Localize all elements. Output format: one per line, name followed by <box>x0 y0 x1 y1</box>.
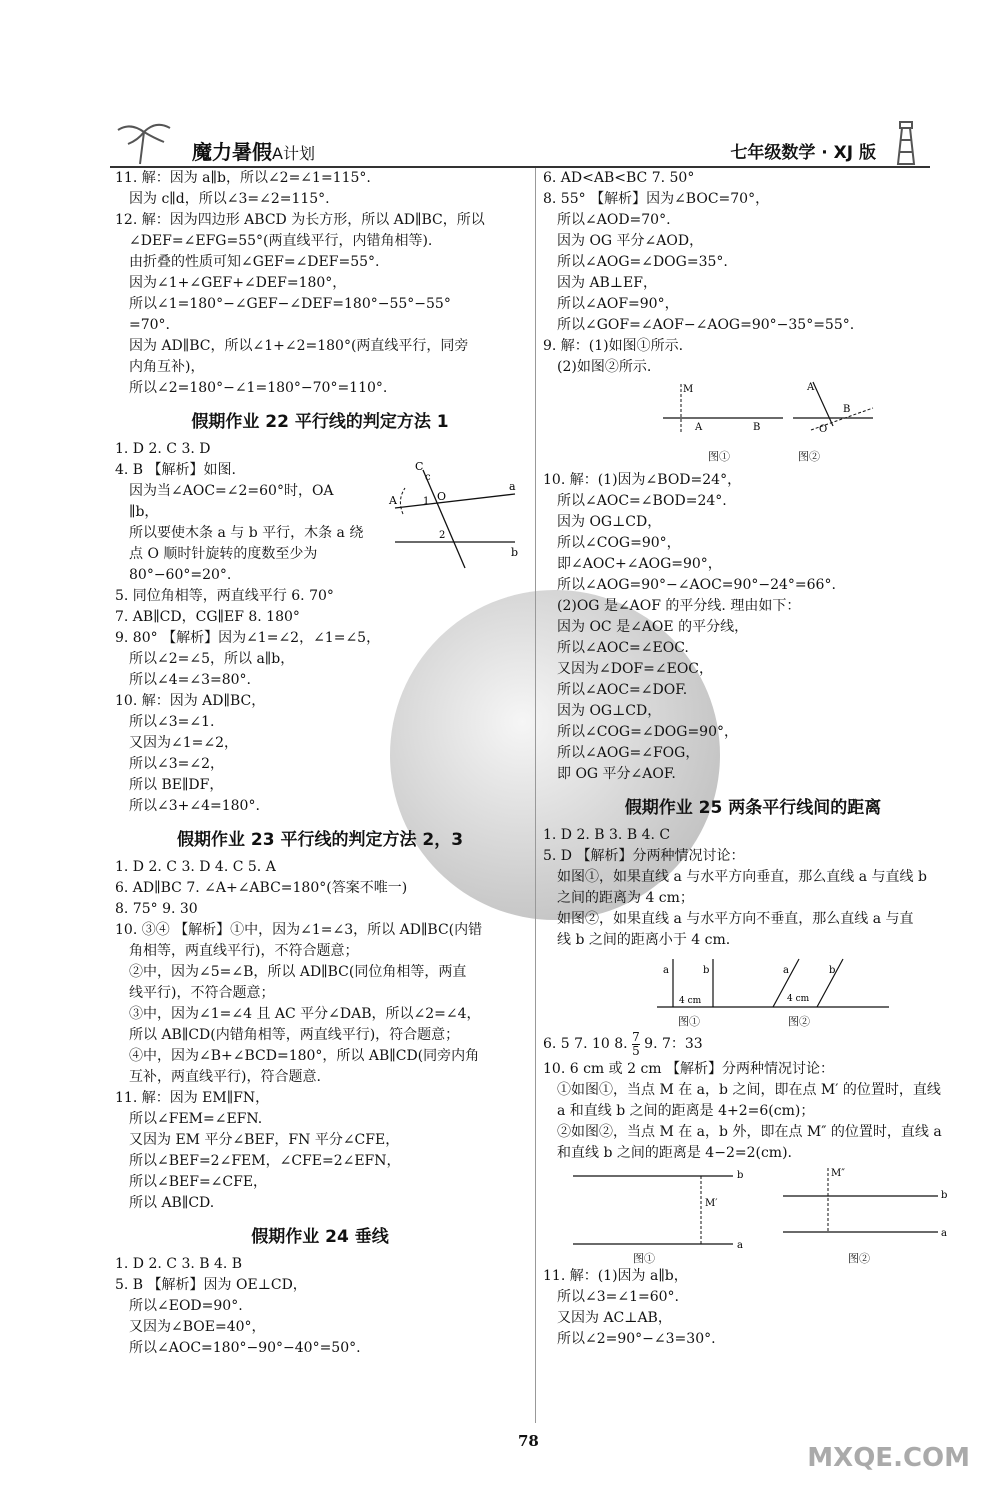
answer-line: ∥b， <box>129 504 159 520</box>
answer-line: 所以∠COG=∠DOG=90°， <box>557 724 738 740</box>
answer-line: (2)OG 是∠AOF 的平分线. 理由如下： <box>557 598 801 614</box>
answer-line: 6. AD∥BC 7. ∠A+∠ABC=180°(答案不唯一) <box>115 880 408 896</box>
answer-line: (2)如图②所示. <box>557 359 652 375</box>
fraction: $\frac{7}{5}$ <box>632 1029 640 1058</box>
answer-line: 如图②，如果直线 a 与水平方向不垂直，那么直线 a 与直 <box>557 911 914 927</box>
answer-line: 1. D 2. B 3. B 4. C <box>543 827 671 843</box>
answer-line: 之间的距离为 4 cm； <box>557 890 694 906</box>
answer-line: 所以∠AOC=∠BOD=24°. <box>557 493 727 509</box>
svg-text:b: b <box>511 546 519 559</box>
answer-line: 所以∠AOG=∠DOG=35°. <box>557 254 728 270</box>
answer-line: 11. 解：因为 EM∥FN， <box>115 1090 270 1106</box>
section-title-25: 假期作业 25 两条平行线间的距离 <box>624 798 882 818</box>
answer-line: 所以 BE∥DF， <box>129 777 224 793</box>
answer-line: 所以 AB∥CD. <box>129 1195 215 1211</box>
svg-text:b: b <box>703 965 710 976</box>
answer-line: 9. 解：(1)如图①所示. <box>543 338 684 354</box>
answer-line: 7. AB∥CD，CG∥EF 8. 180° <box>115 609 300 625</box>
answer-line: 9. 80° 【解析】因为∠1=∠2，∠1=∠5， <box>115 630 381 646</box>
answer-line: 11. 解：因为 a∥b，所以∠2=∠1=115°. <box>115 170 371 186</box>
rotation-figure <box>385 460 525 570</box>
svg-text:c: c <box>425 472 431 483</box>
answer-line: 5. 同位角相等，两直线平行 6. 70° <box>115 588 334 604</box>
svg-text:A: A <box>807 382 815 393</box>
section-title-24: 假期作业 24 垂线 <box>251 1227 389 1247</box>
svg-text:M″: M″ <box>831 1168 845 1179</box>
answer-line: 80°−60°=20°. <box>129 567 232 583</box>
answer-line: a 和直线 b 之间的距离是 4+2=6(cm)； <box>557 1103 815 1119</box>
page-number: 78 <box>518 1432 539 1450</box>
figure-caption: 图② <box>848 1252 870 1265</box>
answer-line: 因为 AD∥BC，所以∠1+∠2=180°(两直线平行，同旁 <box>129 338 469 354</box>
svg-text:a: a <box>663 965 669 976</box>
svg-text:2: 2 <box>439 530 446 541</box>
answer-line: 11. 解：(1)因为 a∥b， <box>543 1268 688 1284</box>
answer-line: 所以∠AOD=70°. <box>557 212 671 228</box>
answer-line: 所以∠EOD=90°. <box>129 1298 243 1314</box>
answer-line: 6. 5 7. 10 8. $\frac{7}{5}$ 9. 7：33 <box>543 1029 703 1058</box>
grade-label: 七年级数学 · XJ 版 <box>730 143 876 163</box>
svg-text:M′: M′ <box>705 1198 718 1209</box>
answer-line: 因为 OC 是∠AOE 的平分线， <box>557 619 749 635</box>
answer-line: 和直线 b 之间的距离是 4−2=2(cm). <box>557 1145 792 1161</box>
answer-line: ②如图②，当点 M 在 a，b 外，即在点 M″ 的位置时，直线 a <box>557 1124 942 1140</box>
answer-line: 4. B 【解析】如图. <box>115 462 236 478</box>
answer-line: 5. D 【解析】分两种情况讨论： <box>543 848 745 864</box>
answer-line: 因为 OG⊥CD， <box>557 514 662 530</box>
svg-text:b: b <box>829 965 836 976</box>
svg-text:a: a <box>941 1228 947 1239</box>
answer-line: 所以∠GOF=∠AOF−∠AOG=90°−35°=55°. <box>557 317 855 333</box>
answer-line: 角相等，两直线平行)，不符合题意； <box>129 943 359 959</box>
svg-text:4 cm: 4 cm <box>787 994 810 1004</box>
answer-line: 所以∠2=180°−∠1=180°−70°=110°. <box>129 380 388 396</box>
parallel-distance-figures <box>543 1164 953 1266</box>
answer-line: 又因为 EM 平分∠BEF，FN 平分∠CFE， <box>129 1132 400 1148</box>
answer-line: 所以∠3=∠1. <box>129 714 215 730</box>
figure-perpendicular <box>543 378 963 470</box>
right-column <box>543 168 963 1350</box>
answer-line: 线 b 之间的距离小于 4 cm. <box>557 932 731 948</box>
answer-line: 所以∠AOC=∠DOF. <box>557 682 688 698</box>
svg-text:4 cm: 4 cm <box>679 996 702 1006</box>
answer-line: 所以∠BEF=2∠FEM，∠CFE=2∠EFN， <box>129 1153 401 1169</box>
answer-line: 所以∠COG=90°， <box>557 535 681 551</box>
answer-line: 所以∠2=∠5，所以 a∥b， <box>129 651 295 667</box>
answer-line: 又因为 AC⊥AB， <box>557 1310 672 1326</box>
answer-line: 所以∠BEF=∠CFE， <box>129 1174 268 1190</box>
section-title-23: 假期作业 23 平行线的判定方法 2，3 <box>176 830 464 850</box>
answer-line: 互补，两直线平行)，符合题意. <box>129 1069 321 1085</box>
answer-line: 10. 解：(1)因为∠BOD=24°， <box>543 472 742 488</box>
answer-line: 10. 6 cm 或 2 cm 【解析】分两种情况讨论： <box>543 1061 835 1077</box>
answer-line: 因为 AB⊥EF， <box>557 275 657 291</box>
answer-line: 因为 OG⊥CD， <box>557 703 662 719</box>
svg-text:a: a <box>783 965 789 976</box>
answer-line: 所以∠4=∠3=80°. <box>129 672 252 688</box>
palm-tree-icon <box>110 118 180 166</box>
answer-line: 因为 OG 平分∠AOD， <box>557 233 704 249</box>
answer-line: 点 O 顺时针旋转的度数至少为 <box>129 546 318 562</box>
answer-line: 6. AD<AB<BC 7. 50° <box>543 170 695 186</box>
answer-line: 线平行)，不符合题意； <box>129 985 275 1001</box>
answer-line: 因为 c∥d，所以∠3=∠2=115°. <box>129 191 330 207</box>
figure-parallel-distance <box>543 1164 963 1266</box>
answer-line: 8. 55° 【解析】因为∠BOC=70°， <box>543 191 770 207</box>
answer-line: 所以∠FEM=∠EFN. <box>129 1111 263 1127</box>
figure-caption: 图① <box>633 1252 655 1265</box>
answer-line: 5. B 【解析】因为 OE⊥CD， <box>115 1277 307 1293</box>
answer-line: 即 OG 平分∠AOF. <box>557 766 676 782</box>
answer-line: 8. 75° 9. 30 <box>115 901 198 917</box>
svg-text:M: M <box>683 384 694 395</box>
answer-line: 所以∠3+∠4=180°. <box>129 798 260 814</box>
answer-line: 所以∠3=∠2， <box>129 756 225 772</box>
answer-line: 又因为∠BOE=40°， <box>129 1319 266 1335</box>
answer-line: ①如图①，当点 M 在 a，b 之间，即在点 M′ 的位置时，直线 <box>557 1082 941 1098</box>
svg-text:b: b <box>941 1190 948 1201</box>
answer-line: 所以要使木条 a 与 b 平行，木条 a 绕 <box>129 525 364 541</box>
answer-line: ④中，因为∠B+∠BCD=180°，所以 AB∥CD(同旁内角 <box>129 1048 480 1064</box>
answer-line: 1. D 2. C 3. B 4. B <box>115 1256 243 1272</box>
page-header <box>110 118 930 168</box>
answer-line: 1. D 2. C 3. D 4. C 5. A <box>115 859 276 875</box>
answer-line: ③中，因为∠1=∠4 且 AC 平分∠DAB，所以∠2=∠4， <box>129 1006 481 1022</box>
answer-line: 1. D 2. C 3. D <box>115 441 211 457</box>
answer-line: 所以∠AOF=90°， <box>557 296 679 312</box>
figure-caption: 图② <box>788 1015 810 1028</box>
figure-distance <box>543 951 963 1029</box>
answer-line: 因为∠1+∠GEF+∠DEF=180°， <box>129 275 347 291</box>
left-column <box>115 168 525 1359</box>
answer-line: 10. 解：因为 AD∥BC， <box>115 693 266 709</box>
answer-line: 所以 AB∥CD(内错角相等，两直线平行)，符合题意； <box>129 1027 460 1043</box>
figure-caption: 图① <box>708 450 730 463</box>
answer-line: 10. ③④ 【解析】①中，因为∠1=∠3，所以 AD∥BC(内错 <box>115 922 483 938</box>
section-title-22: 假期作业 22 平行线的判定方法 1 <box>191 412 449 432</box>
answer-line: 所以∠1=180°−∠GEF−∠DEF=180°−55°−55° <box>129 296 451 312</box>
figure-caption: 图② <box>798 450 820 463</box>
answer-line: 所以∠AOG=∠FOG， <box>557 745 700 761</box>
answer-line: 12. 解：因为四边形 ABCD 为长方形，所以 AD∥BC，所以 <box>115 212 485 228</box>
svg-text:O: O <box>437 490 447 503</box>
answer-line: 所以∠AOC=180°−90°−40°=50°. <box>129 1340 361 1356</box>
svg-text:A: A <box>389 494 397 507</box>
figure-caption: 图① <box>678 1015 700 1028</box>
answer-line: 所以∠AOC=∠EOC. <box>557 640 689 656</box>
answer-line: 又因为∠DOF=∠EOC， <box>557 661 714 677</box>
svg-text:C: C <box>415 460 424 473</box>
svg-text:a: a <box>509 480 516 493</box>
lighthouse-icon <box>880 118 930 166</box>
answer-line: ②中，因为∠5=∠B，所以 AD∥BC(同位角相等，两直 <box>129 964 467 980</box>
answer-line: 如图①，如果直线 a 与水平方向垂直，那么直线 a 与直线 b <box>557 869 927 885</box>
answer-line: =70°. <box>129 317 170 333</box>
brand-title: 魔力暑假A计划 <box>192 140 315 164</box>
svg-text:b: b <box>737 1170 744 1181</box>
answer-line: 又因为∠1=∠2， <box>129 735 239 751</box>
answer-line: 所以∠2=90°−∠3=30°. <box>557 1331 716 1347</box>
svg-text:A: A <box>695 422 703 433</box>
answer-line: 内角互补)， <box>129 359 205 375</box>
answer-line: 即∠AOC+∠AOG=90°， <box>557 556 722 572</box>
answer-line: 由折叠的性质可知∠GEF=∠DEF=55°. <box>129 254 380 270</box>
svg-text:a: a <box>737 1240 743 1251</box>
answer-line: 所以∠AOG=90°−∠AOC=90°−24°=66°. <box>557 577 836 593</box>
svg-text:B: B <box>843 404 851 415</box>
answer-line: ∠DEF=∠EFG=55°(两直线平行，内错角相等). <box>129 233 433 249</box>
answer-line: 所以∠3=∠1=60°. <box>557 1289 680 1305</box>
column-divider <box>535 168 536 1423</box>
answer-line: 因为当∠AOC=∠2=60°时，OA <box>129 483 334 499</box>
svg-text:1: 1 <box>423 496 430 507</box>
svg-text:O: O <box>819 424 828 435</box>
svg-text:B: B <box>753 422 761 433</box>
site-watermark: MXQE.COM <box>807 1443 970 1473</box>
